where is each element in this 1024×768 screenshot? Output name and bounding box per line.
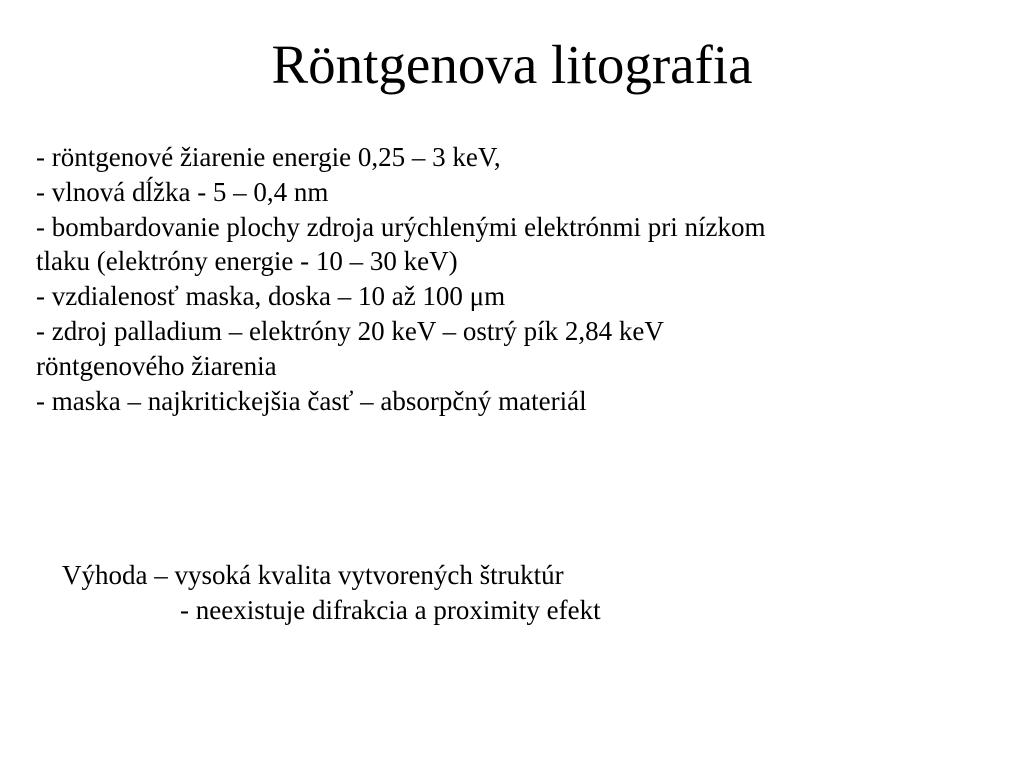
body-line: röntgenového žiarenia — [36, 350, 277, 381]
advantage-line: Výhoda – vysoká kvalita vytvorených štruktúr — [62, 560, 564, 590]
body-line: tlaku (elektróny energie - 10 – 30 keV) — [36, 246, 458, 277]
body-line: - bombardovanie plochy zdroja urýchlenými elektrónmi pri nízkom — [36, 211, 766, 242]
body-line: - röntgenové žiarenie energie 0,25 – 3 keV, — [36, 142, 501, 172]
body-line: - vlnová dĺžka - 5 – 0,4 nm — [36, 176, 329, 207]
body-line: - vzdialenosť maska, doska – 10 až 100 μm — [36, 281, 506, 312]
body-line: - maska – najkritickejšia časť – absorpčný materiál — [36, 385, 587, 416]
advantage-block — [62, 558, 962, 628]
slide-title: Röntgenova litografia — [271, 34, 753, 95]
body-text — [36, 140, 996, 418]
body-line: - zdroj palladium – elektróny 20 keV – ostrý pík 2,84 keV — [36, 315, 664, 346]
advantage-line: - neexistuje difrakcia a proximity efekt — [180, 594, 601, 625]
